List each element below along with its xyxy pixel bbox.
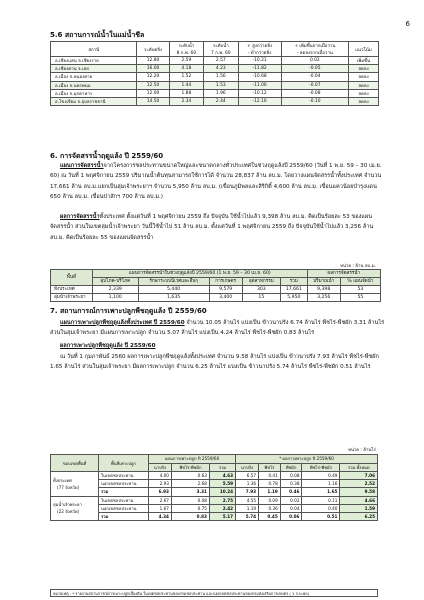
h-result: ผลการจัดสรรน้ำ <box>307 270 380 278</box>
table-cell: 7.06 <box>340 472 378 480</box>
sub-result-field: พืชไร่ <box>259 463 281 472</box>
table-cell: 7.93 <box>236 488 259 496</box>
table-cell: 1.19 <box>236 504 259 512</box>
table-cell: -0.04 <box>281 73 348 81</box>
table-cell: 0.78 <box>259 480 281 488</box>
area-type: นอกเขตชลประทาน <box>99 480 149 488</box>
region-name: ลุ่มน้ำเจ้าพระยา <box>53 502 82 508</box>
table-cell: -0.10 <box>281 97 348 105</box>
table-cell: 3.31 <box>171 488 209 496</box>
sub-percent: % แผนจัดน้ำ <box>340 278 380 286</box>
sub-plan-total: รวม <box>209 463 235 472</box>
table-cell: 2.44 <box>204 97 238 105</box>
plan-text: จากโครงการชลประทานขนาดใหญ่และขนาดกลางทั่วประเทศในช่วงฤดูแล้งปี 2559/60 (วันที่ 1 พ.ย. 59 – 30 เม.ย. 60) ณ วันที่ 1 พฤศจิกายน 2559 ปริมาณน้ำต้นทุนสามารถใช้การได้ จำนวน 28,837 ล้าน ลบ.ม. โดยวางแผนจัดสรรน้ำทั้งประเทศ จำนวน 17,661 ล้าน ลบ.ม.แยกเป็นลุ่มเจ้าพระยาฯ จำนวน 5,950 ล้าน ลบ.ม. (เขื่อนภูมิพลและสิริกิติ์ 4,600 ล้าน ลบ.ม. เขื่อนแควน้อยบำรุงแดน 650 ล้าน ลบ.ม. เขื่อนป่าสักฯ 700 ล้าน ลบ.ม.) <box>50 163 382 201</box>
section-7-plan-paragraph <box>50 318 385 339</box>
table-cell: -0.05 <box>281 65 348 73</box>
h-plan-7: แผนการเพาะปลูก ปี 2559/60 <box>149 455 236 464</box>
table-row <box>51 294 381 302</box>
col-level-yesterday: ระดับน้ำ 7 ก.พ. 60 <box>204 42 238 57</box>
table-row <box>51 496 378 504</box>
table-cell: 3,256 <box>307 294 340 302</box>
table-cell: 6.25 <box>340 512 378 520</box>
sub-volume: ปริมาณน้ำ <box>307 278 340 286</box>
table-cell: 55 <box>340 294 380 302</box>
result-text: ทั้งประเทศ ตั้งแต่วันที่ 1 พฤศจิกายน 2559 ถึง ปัจจุบัน ใช้น้ำไปแล้ว 9,398 ล้าน ลบ.ม. คิดเป็นร้อยละ 53 ของแผนจัดสรรน้ำ ส่วนในเขตลุ่มน้ำเจ้าพระยา วันนี้ใช้น้ำไป 51 ล้าน ลบ.ม. ตั้งแต่วันที่ 1 พฤศจิกายน 2559 ถึง ปัจจุบันใช้น้ำไปแล้ว 3,256 ล้าน ลบ.ม. คิดเป็นร้อยละ 55 ของแผนจัดสรรน้ำ <box>50 214 374 241</box>
sub-result-field-veg: พืชไร่-พืชผัก <box>302 463 340 472</box>
table-cell: 14.50 <box>137 97 169 105</box>
table-cell: 6.57 <box>236 472 259 480</box>
table-cell: 3,400 <box>209 294 242 302</box>
region-sub: (77 จังหวัด) <box>57 484 80 490</box>
section-6-result-paragraph <box>50 212 385 243</box>
table-cell: -10.12 <box>238 89 281 97</box>
h-planting-area: พื้นที่เพาะปลูก <box>99 455 149 472</box>
plan-text-7: จำนวน 10.05 ล้านไร่ แบ่งเป็น ข้าวนาปรัง 6.74 ล้านไร่ พืชไร่-พืชผัก 3.31 ล้านไร่ ส่วนในลุ่มเจ้าพระยา มีแผนการเพาะปลูก จำนวน 5.07 ล้านไร่ แบ่งเป็น 4.24 ล้านไร่ พืชไร่-พืชผัก 0.83 ล้านไร่ <box>50 320 385 337</box>
table-cell: 2.59 <box>169 57 203 65</box>
table-row <box>51 512 378 520</box>
table-row <box>51 57 379 65</box>
sub-total: รวม <box>281 278 307 286</box>
h-result-7: * ผลการเพาะปลูก ปี 2559/60 <box>236 455 378 464</box>
col-trend: แนวโน้ม <box>349 42 379 57</box>
table-cell: 53 <box>340 286 380 294</box>
table-cell: -11.06 <box>238 81 281 89</box>
col-station: สถานี <box>51 42 137 57</box>
table-cell: 9,398 <box>307 286 340 294</box>
sub-agriculture: การเกษตร <box>209 278 242 286</box>
table-row <box>51 65 379 73</box>
table-cell: -11.82 <box>238 65 281 73</box>
table-cell: 12.00 <box>137 89 169 97</box>
table-cell: 4.34 <box>149 512 172 520</box>
table-cell: 2.52 <box>340 480 378 488</box>
table-cell: 1.65 <box>302 488 340 496</box>
table-row <box>51 472 378 480</box>
h-area: พื้นที่ <box>51 270 93 286</box>
table-cell: 4.66 <box>340 496 378 504</box>
table-cell: -0.07 <box>281 81 348 89</box>
table-cell: -0.08 <box>281 89 348 97</box>
region-cell <box>51 496 99 521</box>
col-level-today: ระดับน้ำ 8 ก.พ. 60 <box>169 42 203 57</box>
station-name: อ.เชียงคาน จ.เลย <box>51 65 137 73</box>
table-cell: -10.21 <box>238 57 281 65</box>
table-cell: ลดลง <box>349 89 379 97</box>
table-cell: 0.02 <box>280 496 302 504</box>
table-row <box>51 504 378 512</box>
table-cell: 1.36 <box>236 480 259 488</box>
region-cell <box>51 472 99 497</box>
table-cell: 0.02 <box>281 57 348 65</box>
area-type: รวม <box>99 488 149 496</box>
table-cell: 1,100 <box>93 294 139 302</box>
table-cell: -10.68 <box>238 73 281 81</box>
table-cell: 12.20 <box>137 73 169 81</box>
table-cell: ลดลง <box>349 81 379 89</box>
area-type: รวม <box>99 512 149 520</box>
table-cell: 12.80 <box>137 57 169 65</box>
table-cell: 1.96 <box>204 89 238 97</box>
section-56-title: 5.6 สถานการณ์น้ำในแม่น้ำชีล <box>50 31 145 39</box>
table-cell: 10.24 <box>209 488 235 496</box>
table-row <box>51 89 379 97</box>
table-cell: 0.83 <box>171 512 209 520</box>
table-cell: 2.75 <box>209 496 235 504</box>
area-type: ในเขตชลประทาน <box>99 496 149 504</box>
table-cell: 2.68 <box>171 480 209 488</box>
col-change: + เพิ่มขึ้นจากเมื่อวาน - ลดลงจากเมื่อวาน <box>281 42 348 57</box>
table-cell: 1.16 <box>302 480 340 488</box>
table-cell: 17,661 <box>281 286 307 294</box>
unit-note-6: หน่วย : ล้าน ลบ.ม. <box>340 264 376 269</box>
table-cell: 4.00 <box>149 472 172 480</box>
table-cell: 4.55 <box>236 496 259 504</box>
table-cell: 2.34 <box>169 97 203 105</box>
plan-label: แผนการจัดสรรน้ำ <box>60 163 104 169</box>
table-cell: 12.50 <box>137 81 169 89</box>
page-number: 6 <box>405 20 410 28</box>
crop-planting-table <box>50 454 378 521</box>
table-cell: 2.42 <box>209 504 235 512</box>
table-row <box>51 488 378 496</box>
table-cell: 4.63 <box>209 472 235 480</box>
table-cell: 0.08 <box>280 472 302 480</box>
col-above-bank: + สูงกว่าตลิ่ง - ต่ำกว่าตลิ่ง <box>238 42 281 57</box>
table-cell: ลดลง <box>349 97 379 105</box>
station-name: อ.เชียงแสน จ.เชียงราย <box>51 57 137 65</box>
table-cell: 5.74 <box>236 512 259 520</box>
h-region: ขอบเขตพื้นที่ <box>51 455 99 472</box>
section-7-title: 7. สถานการณ์การเพาะปลูกพืชฤดูแล้ง ปี 2559/60 <box>50 307 207 315</box>
table-cell: 0.75 <box>171 504 209 512</box>
table-cell: 5,440 <box>138 286 209 294</box>
table-cell: 1.44 <box>169 81 203 89</box>
table-cell: 1.59 <box>340 504 378 512</box>
table-cell: 2,339 <box>93 286 139 294</box>
table-cell: ลดลง <box>349 65 379 73</box>
table-cell: 9,579 <box>209 286 242 294</box>
river-level-table <box>50 41 379 106</box>
table-cell: 9.58 <box>340 488 378 496</box>
table-cell: 0.11 <box>302 496 340 504</box>
table-cell: 0.49 <box>302 472 340 480</box>
sub-plan-field-veg: พืชไร่-พืชผัก <box>171 463 209 472</box>
area-name: ลุ่มน้ำเจ้าพระยา <box>51 294 93 302</box>
section-7-result-paragraph <box>50 341 385 351</box>
table-cell: 5,950 <box>281 294 307 302</box>
result-text-7: ณ วันที่ 1 กุมภาพันธ์ 2560 ผลการเพาะปลูกพืชฤดูแล้งทั้งประเทศ จำนวน 9.58 ล้านไร่ แบ่งเป็น ข้าวนาปรัง 7.93 ล้านไร่ พืชไร่-พืชผัก 1.65 ล้านไร่ ส่วนในลุ่มเจ้าพระยา มีผลการเพาะปลูก จำนวน 6.25 ล้านไร่ แบ่งเป็น ข้าวนาปรัง 5.74 ล้านไร่ พืชไร่-พืชผัก 0.51 ล้านไร่ <box>50 354 379 371</box>
table-cell: 0.38 <box>280 480 302 488</box>
table-cell: 2.67 <box>149 496 172 504</box>
table-cell: 1.19 <box>259 488 281 496</box>
station-name: อ.โขงเจียม จ.อุบลราชธานี <box>51 97 137 105</box>
result-label-7: ผลการเพาะปลูกพืชฤดูแล้ง ปี 2559/60 <box>60 343 156 349</box>
table-cell: 1.67 <box>149 504 172 512</box>
area-type: ในเขตชลประทาน <box>99 472 149 480</box>
table-cell: 2.93 <box>149 480 172 488</box>
plan-label-7: แผนการเพาะปลูกพืชฤดูแล้งทั้งประเทศ ปี 2559/60 <box>60 320 185 326</box>
sub-ecology: รักษาระบบนิเวศและอื่นๆ <box>138 278 209 286</box>
table-cell: 0.63 <box>171 472 209 480</box>
table-cell: 1.56 <box>204 73 238 81</box>
section-6-plan-paragraph <box>50 161 385 203</box>
water-allocation-table <box>50 269 381 302</box>
col-bank-level: ระดับตลิ่ง <box>137 42 169 57</box>
sub-result-rice: นาปรัง <box>236 463 259 472</box>
sub-plan-rice: นาปรัง <box>149 463 172 472</box>
station-name: อ.เมือง จ.หนองคาย <box>51 73 137 81</box>
table-cell: 303 <box>242 286 281 294</box>
table-cell: 0.41 <box>259 472 281 480</box>
table-row <box>51 97 379 105</box>
table-row <box>51 286 381 294</box>
table-cell: 1.53 <box>204 81 238 89</box>
table-cell: 0.09 <box>259 496 281 504</box>
table-cell: 1.52 <box>169 73 203 81</box>
table-cell: 0.36 <box>259 504 281 512</box>
table-cell: 1.88 <box>169 89 203 97</box>
table-cell: ลดลง <box>349 73 379 81</box>
footnote: หมายเหตุ : * รายงานสถานการณ์การเพาะปลูกเบื้องต้น ในเขตชลประทานของกรมชลประทาน และนอกเขตชลประทานของกรมส่งเสริมการเกษตร ( 1 ก.พ.60) <box>50 589 378 597</box>
table-cell: 0.04 <box>280 504 302 512</box>
section-7-result-text <box>50 352 385 373</box>
h-plan: แผนการจัดสรรน้ำในช่วงฤดูแล้งปี 2559/60 (1 พ.ย. 59 – 30 เม.ย. 60) <box>93 270 308 278</box>
table-cell: 0.06 <box>280 512 302 520</box>
table-cell: 0.46 <box>280 488 302 496</box>
sub-result-total: รวม ทั้งหมด <box>340 463 378 472</box>
table-cell: 4.18 <box>169 65 203 73</box>
table-cell: 5.59 <box>209 480 235 488</box>
unit-note-7: หน่วย : ล้านไร่ <box>348 448 376 453</box>
section-6-title: 6. การจัดสรรน้ำฤดูแล้ง ปี 2559/60 <box>50 152 164 160</box>
table-cell: 4.23 <box>204 65 238 73</box>
table-cell: เพิ่มขึ้น <box>349 57 379 65</box>
sub-consumption: อุปโภค-บริโภค <box>93 278 139 286</box>
region-name: ทั้งประเทศ <box>53 477 72 483</box>
result-label: ผลการจัดสรรน้ำ <box>60 214 100 220</box>
table-cell: 0.45 <box>259 512 281 520</box>
region-sub: (22 จังหวัด) <box>57 509 80 515</box>
table-row <box>51 81 379 89</box>
table-cell: 1,635 <box>138 294 209 302</box>
table-cell: 2.57 <box>204 57 238 65</box>
table-cell: 0.08 <box>171 496 209 504</box>
table-cell: -12.16 <box>238 97 281 105</box>
table-row <box>51 480 378 488</box>
table-cell: 15 <box>242 294 281 302</box>
table-cell: 0.40 <box>302 504 340 512</box>
station-name: อ.เมือง จ.มุกดาหาร <box>51 89 137 97</box>
sub-industry: อุตสาหกรรม <box>242 278 281 286</box>
sub-result-veg: พืชผัก <box>280 463 302 472</box>
table-cell: 5.17 <box>209 512 235 520</box>
table-row <box>51 73 379 81</box>
area-type: นอกเขตชลประทาน <box>99 504 149 512</box>
area-name: ทั้งประเทศ <box>51 286 93 294</box>
station-name: อ.เมือง จ.นครพนม <box>51 81 137 89</box>
table-cell: 6.93 <box>149 488 172 496</box>
table-cell: 16.00 <box>137 65 169 73</box>
table-cell: 0.51 <box>302 512 340 520</box>
